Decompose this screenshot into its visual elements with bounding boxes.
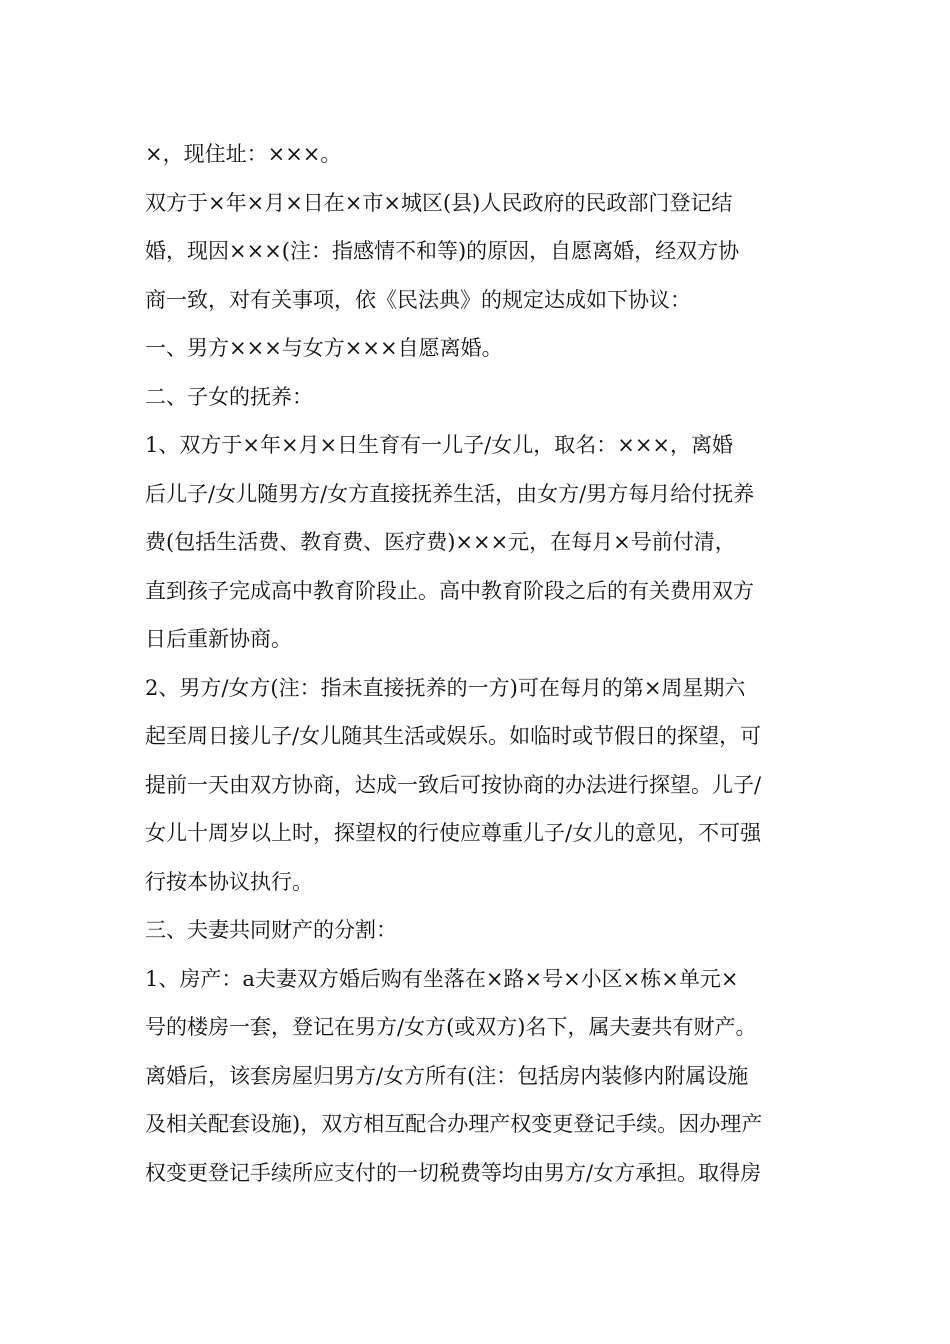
text-line: 直到孩子完成高中教育阶段止。高中教育阶段之后的有关费用双方	[145, 578, 754, 603]
text-line: 三、夫妻共同财产的分割：	[145, 918, 397, 942]
text-line: 权变更登记手续所应支付的一切税费等均由男方/女方承担。取得房	[145, 1160, 762, 1185]
text-line: 商一致，对有关事项，依《民法典》的规定达成如下协议：	[145, 287, 691, 312]
text-line: 费(包括生活费、教育费、医疗费)×××元，在每月×号前付清，	[145, 530, 736, 554]
text-line: 2、男方/女方(注：指未直接抚养的一方)可在每月的第×周星期六	[145, 675, 746, 700]
text-line: 行按本协议执行。	[145, 869, 313, 894]
text-line: 1、双方于×年×月×日生育有一儿子/女儿，取名：×××，离婚	[145, 433, 734, 457]
text-line: 提前一天由双方协商，达成一致后可按协商的办法进行探望。儿子/	[145, 772, 762, 797]
text-line: 后儿子/女儿随男方/女方直接抚养生活，由女方/男方每月给付抚养	[145, 481, 755, 506]
text-line: 起至周日接儿子/女儿随其生活或娱乐。如临时或节假日的探望，可	[145, 724, 762, 748]
text-line: 1、房产：a夫妻双方婚后购有坐落在×路×号×小区×栋×单元×	[145, 966, 739, 991]
text-line: 日后重新协商。	[145, 627, 292, 651]
text-line: 离婚后，该套房屋归男方/女方所有(注：包括房内装修内附属设施	[145, 1063, 749, 1088]
text-line: 号的楼房一套，登记在男方/女方(或双方)名下，属夫妻共有财产。	[145, 1015, 757, 1039]
text-line: 及相关配套设施)，双方相互配合办理产权变更登记手续。因办理产	[145, 1112, 763, 1136]
text-line: 一、男方×××与女方×××自愿离婚。	[145, 336, 503, 360]
text-line: ×，现住址：×××。	[145, 142, 342, 166]
document-body	[145, 130, 815, 1197]
text-line: 双方于×年×月×日在×市×城区(县)人民政府的民政部门登记结	[145, 190, 733, 215]
text-line: 二、子女的抚养：	[145, 384, 313, 409]
text-line: 女儿十周岁以上时，探望权的行使应尊重儿子/女儿的意见，不可强	[145, 821, 762, 845]
text-line: 婚，现因×××(注：指感情不和等)的原因，自愿离婚，经双方协	[145, 239, 740, 263]
